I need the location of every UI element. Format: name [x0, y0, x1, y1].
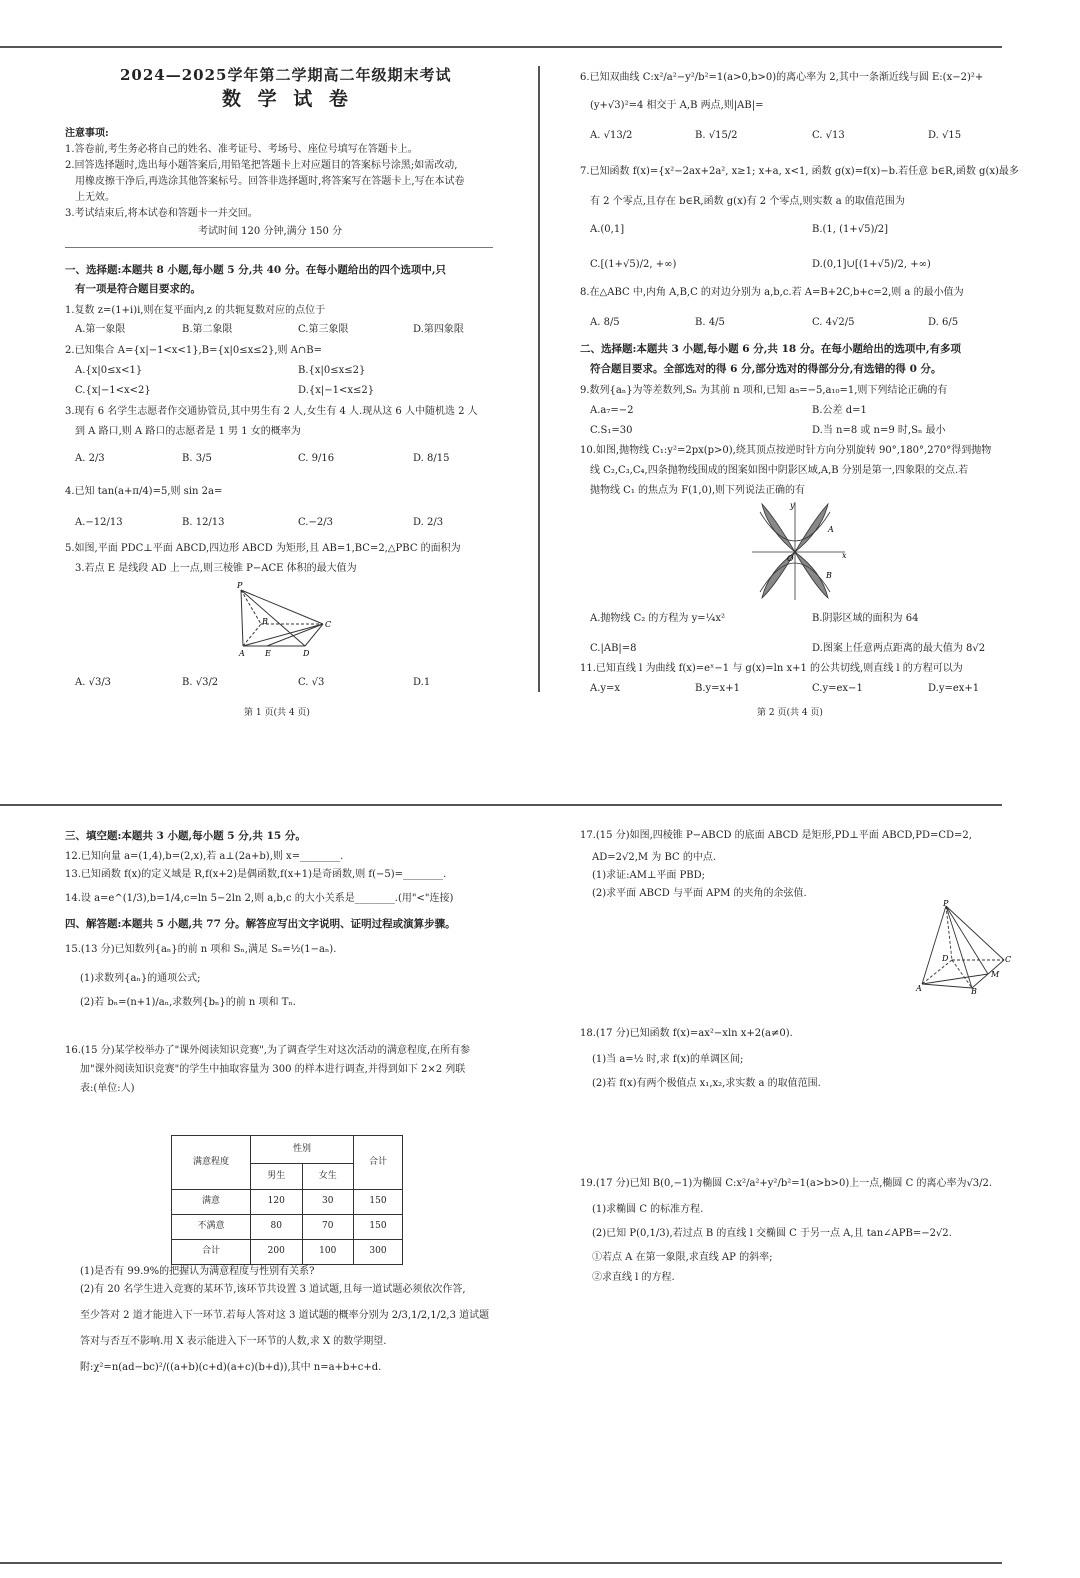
question-4: 4.已知 tan(a+π/4)=5,则 sin 2a= — [65, 486, 223, 497]
q5-option-d: D.1 — [413, 677, 431, 688]
pyramid-figure-q5 — [225, 580, 345, 660]
table-cell: 不满意 — [172, 1215, 251, 1240]
question-17-part-1: (1)求证:AM⊥平面 PBD; — [592, 870, 706, 881]
q5-option-a: A. √3/3 — [75, 677, 112, 688]
fig10-label-a: A — [828, 525, 834, 534]
section-2-heading: 二、选择题:本题共 3 小题,每小题 6 分,共 18 分。在每小题给出的选项中,有多项 — [580, 343, 961, 355]
question-3-line-1: 3.现有 6 名学生志愿者作交通协管员,其中男生有 2 人,女生有 4 人.现从这 6 人中随机选 2 人 — [65, 406, 478, 417]
q1-option-d: D.第四象限 — [413, 324, 464, 335]
question-17-line-2: AD=2√2,M 为 BC 的中点. — [592, 852, 717, 863]
question-15-part-1: (1)求数列{aₙ}的通项公式; — [80, 973, 201, 984]
notice-head: 注意事项: — [65, 128, 109, 139]
q8-option-d: D. 6/5 — [928, 317, 959, 328]
question-3-line-2: 到 A 路口,则 A 路口的志愿者是 1 男 1 女的概率为 — [75, 426, 301, 437]
table-cell: 120 — [251, 1190, 303, 1215]
question-10-line-3: 抛物线 C₁ 的焦点为 F(1,0),则下列说法正确的有 — [590, 485, 806, 496]
q1-option-a: A.第一象限 — [75, 324, 126, 335]
table-row — [172, 1240, 403, 1265]
question-13: 13.已知函数 f(x)的定义域是 R,f(x+2)是偶函数,f(x+1)是奇函数,则 f(−5)=________. — [65, 869, 447, 880]
question-16-line-1: 16.(15 分)某学校举办了"课外阅读知识竞赛",为了调查学生对这次活动的满意程度,在所有参 — [65, 1045, 471, 1056]
q9-option-b: B.公差 d=1 — [812, 405, 867, 416]
question-17-part-2: (2)求平面 ABCD 与平面 APM 的夹角的余弦值. — [592, 888, 807, 899]
section-1-heading: 一、选择题:本题共 8 小题,每小题 5 分,共 40 分。在每小题给出的四个选项中,只 — [65, 264, 446, 276]
section-2-heading-2: 符合题目要求。全部选对的得 6 分,部分选对的得部分分,有选错的得 0 分。 — [590, 363, 942, 375]
middle-rule — [0, 804, 1002, 806]
section-1-heading-2: 有一项是符合题目要求的。 — [75, 283, 201, 295]
q7-option-b: B.(1, (1+√5)/2] — [812, 224, 889, 235]
question-19-part-1: (1)求椭圆 C 的标准方程. — [592, 1204, 704, 1215]
q2-option-c: C.{x|−1<x<2} — [75, 385, 151, 396]
q8-option-b: B. 4/5 — [695, 317, 725, 328]
question-8: 8.在△ABC 中,内角 A,B,C 的对边分别为 a,b,c.若 A=B+2C,b+c=2,则 a 的最小值为 — [580, 287, 964, 298]
question-16-part-2c: 答对与否互不影响.用 X 表示能进入下一环节的人数,求 X 的数学期望. — [80, 1336, 387, 1347]
table-cell: 150 — [354, 1215, 403, 1240]
question-6-line-1: 6.已知双曲线 C:x²/a²−y²/b²=1(a>0,b>0)的离心率为 2,其中一条渐近线与圆 E:(x−2)²+ — [580, 72, 984, 83]
q6-option-b: B. √15/2 — [695, 130, 738, 141]
question-18: 18.(17 分)已知函数 f(x)=ax²−xln x+2(a≠0). — [580, 1028, 793, 1039]
pyramid-figure-q17 — [912, 898, 1012, 994]
q6-option-d: D. √15 — [928, 130, 962, 141]
notice-1: 1.答卷前,考生务必将自己的姓名、准考证号、考场号、座位号填写在答题卡上。 — [65, 144, 418, 155]
q3-option-d: D. 8/15 — [413, 453, 450, 464]
question-15-part-2: (2)若 bₙ=(n+1)/aₙ,求数列{bₙ}的前 n 项和 Tₙ. — [80, 997, 296, 1008]
table-cell: 200 — [251, 1240, 303, 1265]
section-4-heading: 四、解答题:本题共 5 小题,共 77 分。解答应写出文字说明、证明过程或演算步骤。 — [65, 918, 456, 930]
q4-option-c: C.−2/3 — [298, 517, 333, 528]
question-17-line-1: 17.(15 分)如图,四棱锥 P−ABCD 的底面 ABCD 是矩形,PD⊥平面 ABCD,PD=CD=2, — [580, 830, 972, 841]
notice-2: 2.回答选择题时,选出每小题答案后,用铅笔把答题卡上对应题目的答案标号涂黑;如需改动, — [65, 160, 458, 171]
question-19-part-2: (2)已知 P(0,1/3),若过点 B 的直线 l 交椭圆 C 于另一点 A,且 tan∠APB=−2√2. — [592, 1228, 952, 1239]
question-16-part-2: (2)有 20 名学生进入竞赛的某环节,该环节共设置 3 道试题,且每一道试题必须依次作答, — [80, 1284, 466, 1295]
question-6-line-2: (y+√3)²=4 相交于 A,B 两点,则|AB|= — [590, 100, 764, 111]
q3-option-b: B. 3/5 — [182, 453, 212, 464]
page-1-footer: 第 1 页(共 4 页) — [244, 708, 310, 718]
question-11: 11.已知直线 l 为曲线 f(x)=eˣ−1 与 g(x)=ln x+1 的公共切线,则直线 l 的方程可以为 — [580, 663, 963, 674]
question-5-line-2: 3.若点 E 是线段 AD 上一点,则三棱锥 P−ACE 体积的最大值为 — [75, 563, 357, 574]
fig5-label-p: P — [237, 581, 243, 590]
notice-2c: 上无效。 — [75, 192, 115, 203]
q8-option-c: C. 4√2/5 — [812, 317, 855, 328]
q7-option-c: C.[(1+√5)/2, +∞) — [590, 259, 677, 270]
top-rule — [0, 46, 1002, 48]
table-row — [172, 1190, 403, 1215]
question-16-appendix: 附:χ²=n(ad−bc)²/((a+b)(c+d)(a+c)(b+d)),其中 n=a+b+c+d. — [80, 1362, 382, 1373]
question-19-part-2a: ①若点 A 在第一象限,求直线 AP 的斜率; — [592, 1252, 773, 1263]
q3-option-a: A. 2/3 — [75, 453, 105, 464]
question-16-part-1: (1)是否有 99.9%的把握认为满意程度与性别有关系? — [80, 1266, 315, 1277]
q5-option-b: B. √3/2 — [182, 677, 219, 688]
table-cell: 30 — [302, 1190, 354, 1215]
table-header-gender: 性别 — [251, 1136, 354, 1164]
q4-option-b: B. 12/13 — [182, 517, 225, 528]
table-cell: 合计 — [172, 1240, 251, 1265]
fig10-label-x: x — [842, 551, 847, 560]
fig10-label-o: O — [787, 554, 794, 563]
question-14: 14.设 a=e^(1/3),b=1/4,c=ln 5−2ln 2,则 a,b,c 的大小关系是________.(用"<"连接) — [65, 893, 454, 904]
q11-option-a: A.y=x — [590, 683, 621, 694]
question-19: 19.(17 分)已知 B(0,−1)为椭圆 C:x²/a²+y²/b²=1(a>b>0)上一点,椭圆 C 的离心率为√3/2. — [580, 1178, 993, 1189]
table-cell: 80 — [251, 1215, 303, 1240]
q4-option-d: D. 2/3 — [413, 517, 444, 528]
fig5-label-e: E — [265, 649, 271, 658]
table-cell: 满意 — [172, 1190, 251, 1215]
fig10-label-b: B — [826, 571, 832, 580]
q6-option-a: A. √13/2 — [590, 130, 633, 141]
table-header-male: 男生 — [251, 1164, 303, 1190]
fig17-label-m: M — [991, 970, 1000, 979]
q10-option-c: C.|AB|=8 — [590, 643, 637, 654]
q11-option-c: C.y=ex−1 — [812, 683, 863, 694]
question-18-part-1: (1)当 a=½ 时,求 f(x)的单调区间; — [592, 1054, 744, 1065]
bottom-rule — [0, 1562, 1002, 1564]
table-header-satisfaction: 满意程度 — [172, 1136, 251, 1190]
fig10-label-y: y — [790, 501, 795, 510]
section-3-heading: 三、填空题:本题共 3 小题,每小题 5 分,共 15 分。 — [65, 830, 306, 842]
notice-rule — [65, 247, 493, 248]
fig17-label-d: D — [942, 954, 949, 963]
page-2-footer: 第 2 页(共 4 页) — [757, 708, 823, 718]
contingency-table — [171, 1135, 403, 1265]
column-divider-top — [538, 66, 540, 692]
q10-option-b: B.阴影区域的面积为 64 — [812, 613, 919, 624]
table-cell: 100 — [302, 1240, 354, 1265]
q7-option-d: D.(0,1]∪[(1+√5)/2, +∞) — [812, 259, 931, 270]
q6-option-c: C. √13 — [812, 130, 845, 141]
question-18-part-2: (2)若 f(x)有两个极值点 x₁,x₂,求实数 a 的取值范围. — [592, 1078, 821, 1089]
question-2: 2.已知集合 A={x|−1<x<1},B={x|0≤x≤2},则 A∩B= — [65, 345, 323, 356]
exam-subject: 数 学 试 卷 — [222, 88, 353, 110]
fig5-label-a: A — [239, 649, 245, 658]
q4-option-a: A.−12/13 — [75, 517, 123, 528]
q2-option-a: A.{x|0≤x<1} — [75, 365, 143, 376]
question-16-line-3: 表:(单位:人) — [80, 1083, 135, 1094]
q1-option-b: B.第二象限 — [182, 324, 233, 335]
question-19-part-2b: ②求直线 l 的方程. — [592, 1272, 675, 1283]
time-info: 考试时间 120 分钟,满分 150 分 — [198, 226, 343, 237]
fig5-label-b: B — [262, 617, 268, 626]
table-row — [172, 1215, 403, 1240]
parabola-figure-q10 — [750, 500, 860, 600]
q10-option-d: D.图案上任意两点距离的最大值为 8√2 — [812, 643, 986, 654]
q10-option-a: A.抛物线 C₂ 的方程为 y=¼x² — [590, 613, 725, 624]
question-5-line-1: 5.如图,平面 PDC⊥平面 ABCD,四边形 ABCD 为矩形,且 AB=1,BC=2,△PBC 的面积为 — [65, 543, 461, 554]
exam-title: 2024—2025学年第二学期高二年级期末考试 — [120, 66, 452, 84]
question-16-part-2b: 至少答对 2 道才能进入下一环节.若每人答对这 3 道试题的概率分别为 2/3,1/2,1/2,3 道试题 — [80, 1310, 490, 1321]
table-cell: 300 — [354, 1240, 403, 1265]
q9-option-c: C.S₁=30 — [590, 425, 633, 436]
q2-option-d: D.{x|−1<x≤2} — [298, 385, 375, 396]
fig17-label-p: P — [943, 899, 949, 908]
fig17-label-a: A — [916, 984, 922, 993]
question-7-line-2: 有 2 个零点,且存在 b∈R,函数 g(x)有 2 个零点,则实数 a 的取值范围为 — [590, 196, 905, 207]
question-9: 9.数列{aₙ}为等差数列,Sₙ 为其前 n 项和,已知 a₅=−5,a₁₀=1,则下列结论正确的有 — [580, 385, 948, 396]
q3-option-c: C. 9/16 — [298, 453, 335, 464]
fig5-label-c: C — [325, 620, 332, 629]
question-16-line-2: 加"课外阅读知识竞赛"的学生中抽取容量为 300 的样本进行调查,并得到如下 2×2 列联 — [80, 1064, 466, 1075]
q11-option-b: B.y=x+1 — [695, 683, 740, 694]
notice-2b: 用橡皮擦干净后,再选涂其他答案标号。回答非选择题时,将答案写在答题卡上,写在本试卷 — [75, 176, 465, 187]
q11-option-d: D.y=ex+1 — [928, 683, 980, 694]
question-1: 1.复数 z=(1+i)i,则在复平面内,z 的共轭复数对应的点位于 — [65, 305, 326, 316]
q8-option-a: A. 8/5 — [590, 317, 620, 328]
question-12: 12.已知向量 a=(1,4),b=(2,x),若 a⊥(2a+b),则 x=________. — [65, 851, 344, 862]
table-cell: 150 — [354, 1190, 403, 1215]
q2-option-b: B.{x|0≤x≤2} — [298, 365, 366, 376]
table-cell: 70 — [302, 1215, 354, 1240]
question-10-line-2: 线 C₂,C₃,C₄,四条抛物线围成的图案如图中阴影区域,A,B 分别是第一,四象限的交点.若 — [590, 465, 969, 476]
q9-option-a: A.a₇=−2 — [590, 405, 634, 416]
fig17-label-b: B — [971, 987, 977, 994]
question-7-line-1: 7.已知函数 f(x)={x²−2ax+2a², x≥1; x+a, x<1, 函数 g(x)=f(x)−b.若任意 b∈R,函数 g(x)最多 — [580, 166, 1019, 177]
fig5-label-d: D — [303, 649, 310, 658]
question-15: 15.(13 分)已知数列{aₙ}的前 n 项和 Sₙ,满足 Sₙ=½(1−aₙ). — [65, 944, 337, 955]
question-10-line-1: 10.如图,抛物线 C₁:y²=2px(p>0),绕其顶点按逆时针方向分别旋转 90°,180°,270°得到抛物 — [580, 445, 992, 456]
table-header-total: 合计 — [354, 1136, 403, 1190]
notice-3: 3.考试结束后,将本试卷和答题卡一并交回。 — [65, 208, 258, 219]
fig17-label-c: C — [1005, 955, 1012, 964]
q1-option-c: C.第三象限 — [298, 324, 349, 335]
q9-option-d: D.当 n=8 或 n=9 时,Sₙ 最小 — [812, 425, 946, 436]
q5-option-c: C. √3 — [298, 677, 325, 688]
table-header-female: 女生 — [302, 1164, 354, 1190]
q7-option-a: A.(0,1] — [590, 224, 625, 235]
